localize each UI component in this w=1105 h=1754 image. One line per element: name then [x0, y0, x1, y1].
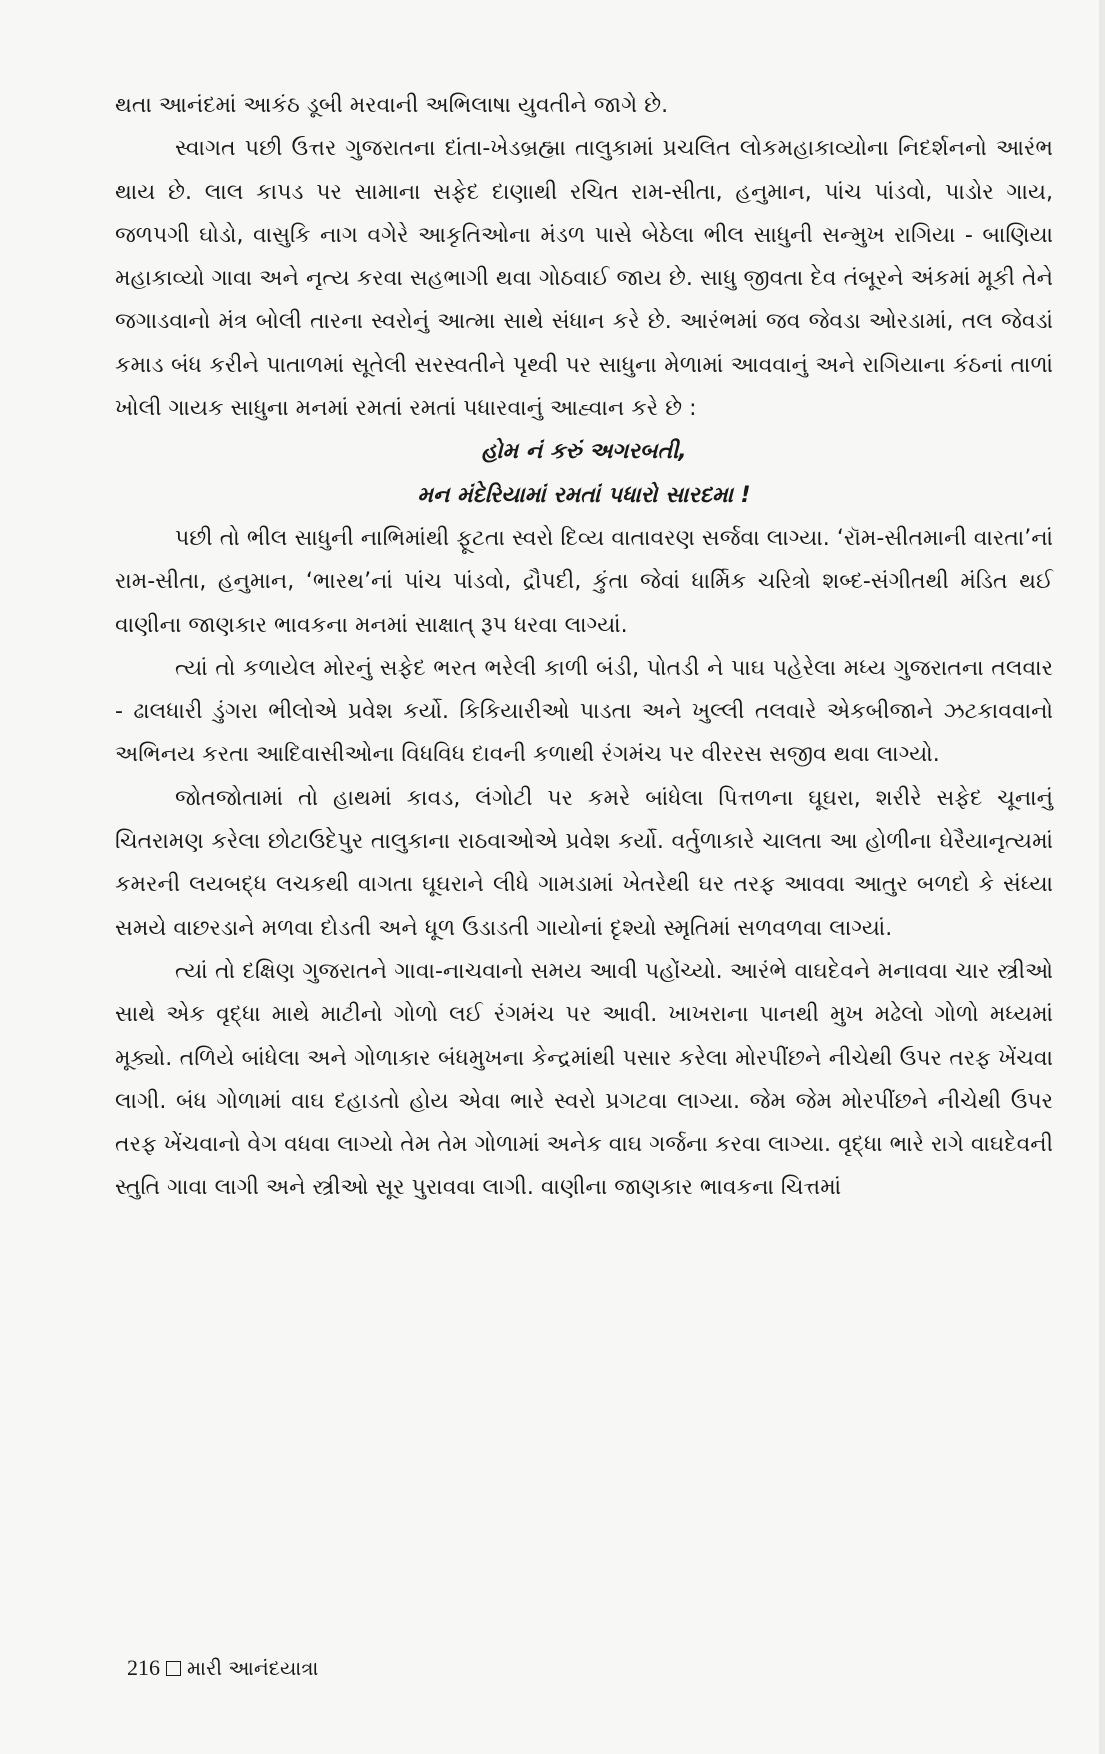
paragraph: પછી તો ભીલ સાધુની નાભિમાંથી ફૂટતા સ્વરો દિવ્ય વાતાવરણ સર્જવા લાગ્યા. ‘રૉમ-સીતમાની વારતા’નાં રામ-સીતા, હનુમાન, ‘ભારથ’નાં પાંચ પાંડવો, દ્રૌપદી, કુંતા જેવાં ધાર્મિક ચરિત્રો શબ્દ-સંગીતથી મંડિત થઈ વાણીના જાણકાર ભાવકના મનમાં સાક્ષાત્ રૂપ ધરવા લાગ્યાં.: [115, 525, 1053, 638]
paragraph: ત્યાં તો દક્ષિણ ગુજરાતને ગાવા-નાચવાનો સમય આવી પહોંચ્યો. આરંભે વાઘદેવને મનાવવા ચાર સ્ત્રીઓ સાથે એક વૃદ્ધા માથે માટીનો ગોળો લઈ રંગમંચ પર આવી. ખાખરાના પાનથી મુખ મઢેલો ગોળો મધ્યમાં મૂક્યો. તળિયે બાંધેલા અને ગોળાકાર બંધમુખના કેન્દ્રમાંથી પસાર કરેલા મોરપીંછને નીચેથી ઉપર તરફ ખેંચવા લાગી. બંધ ગોળામાં વાઘ દહાડતો હોય એવા ભારે સ્વરો પ્રગટવા લાગ્યા. જેમ જેમ મોરપીંછને નીચેથી ઉપર તરફ ખેંચવાનો વેગ વધવા લાગ્યો તેમ તેમ ગોળામાં અનેક વાઘ ગર્જના કરવા લાગ્યા. વૃદ્ધા ભારે રાગે વાઘદેવની સ્તુતિ ગાવા લાગી અને સ્ત્રીઓ સૂર પુરાવવા લાગી. વાણીના જાણકાર ભાવકના ચિત્તમાં: [115, 958, 1053, 1201]
page-footer: [127, 1655, 318, 1681]
verse-line: મન મંદેરિયામાં રમતાં પધારો સારદમા !: [417, 482, 751, 508]
body-text: [115, 84, 1053, 1210]
verse-line: હોમ નં કરું અગરબતી,: [481, 439, 687, 465]
paragraph: સ્વાગત પછી ઉત્તર ગુજરાતના દાંતા-ખેડબ્રહ્મા તાલુકામાં પ્રચલિત લોકમહાકાવ્યોના નિદર્શનનો આરંભ થાય છે. લાલ કાપડ પર સામાના સફેદ દાણાથી રચિત રામ-સીતા, હનુમાન, પાંચ પાંડવો, પાડોર ગાય, જળપગી ઘોડો, વાસુકિ નાગ વગેરે આકૃતિઓના મંડળ પાસે બેઠેલા ભીલ સાધુની સન્મુખ રાગિયા - બાણિયા મહાકાવ્યો ગાવા અને નૃત્ય કરવા સહભાગી થવા ગોઠવાઈ જાય છે. સાધુ જીવતા દેવ તંબૂરને અંકમાં મૂકી તેને જગાડવાનો મંત્ર બોલી તારના સ્વરોનું આત્મા સાથે સંધાન કરે છે. આરંભમાં જવ જેવડા ઓરડામાં, તલ જેવડાં કમાડ બંધ કરીને પાતાળમાં સૂતેલી સરસ્વતીને પૃથ્વી પર સાધુના મેળામાં આવવાનું અને રાગિયાના કંઠનાં તાળાં ખોલી ગાયક સાધુના મનમાં રમતાં રમતાં પધારવાનું આહ્વાન કરે છે :: [115, 136, 1053, 422]
page-number: 216: [127, 1655, 160, 1680]
page-edge: [1099, 0, 1105, 1754]
paragraph: થતા આનંદમાં આકંઠ ડૂબી મરવાની અભિલાષા યુવતીને જાગે છે.: [115, 93, 669, 118]
book-title: મારી આનંદયાત્રા: [187, 1656, 319, 1680]
paragraph: જોતજોતામાં તો હાથમાં કાવડ, લંગોટી પર કમરે બાંધેલા પિત્તળના ઘૂઘરા, શરીરે સફેદ ચૂનાનું ચિતરામણ કરેલા છોટાઉદેપુર તાલુકાના રાઠવાઓએ પ્રવેશ કર્યો. વર્તુળાકારે ચાલતા આ હોળીના ઘેરૈયાનૃત્યમાં કમરની લયબદ્ધ લચકથી વાગતા ઘૂઘરાને લીધે ગામડામાં ખેતરેથી ઘર તરફ આવવા આતુર બળદો કે સંધ્યા સમયે વાછરડાને મળવા દોડતી અને ધૂળ ઉડાડતી ગાયોનાં દૃશ્યો સ્મૃતિમાં સળવળવા લાગ્યાં.: [115, 785, 1053, 941]
square-separator-icon: [166, 1661, 181, 1676]
verse-block: [115, 430, 1053, 517]
paragraph: ત્યાં તો કળાયેલ મોરનું સફેદ ભરત ભરેલી કાળી બંડી, પોતડી ને પાઘ પહેરેલા મધ્ય ગુજરાતના તલવાર - ઢાલધારી ડુંગરા ભીલોએ પ્રવેશ કર્યો. કિકિયારીઓ પાડતા અને ખુલ્લી તલવારે એકબીજાને ઝટકાવવાનો અભિનય કરતા આદિવાસીઓના વિધવિધ દાવની કળાથી રંગમંચ પર વીરરસ સજીવ થવા લાગ્યો.: [115, 655, 1053, 768]
